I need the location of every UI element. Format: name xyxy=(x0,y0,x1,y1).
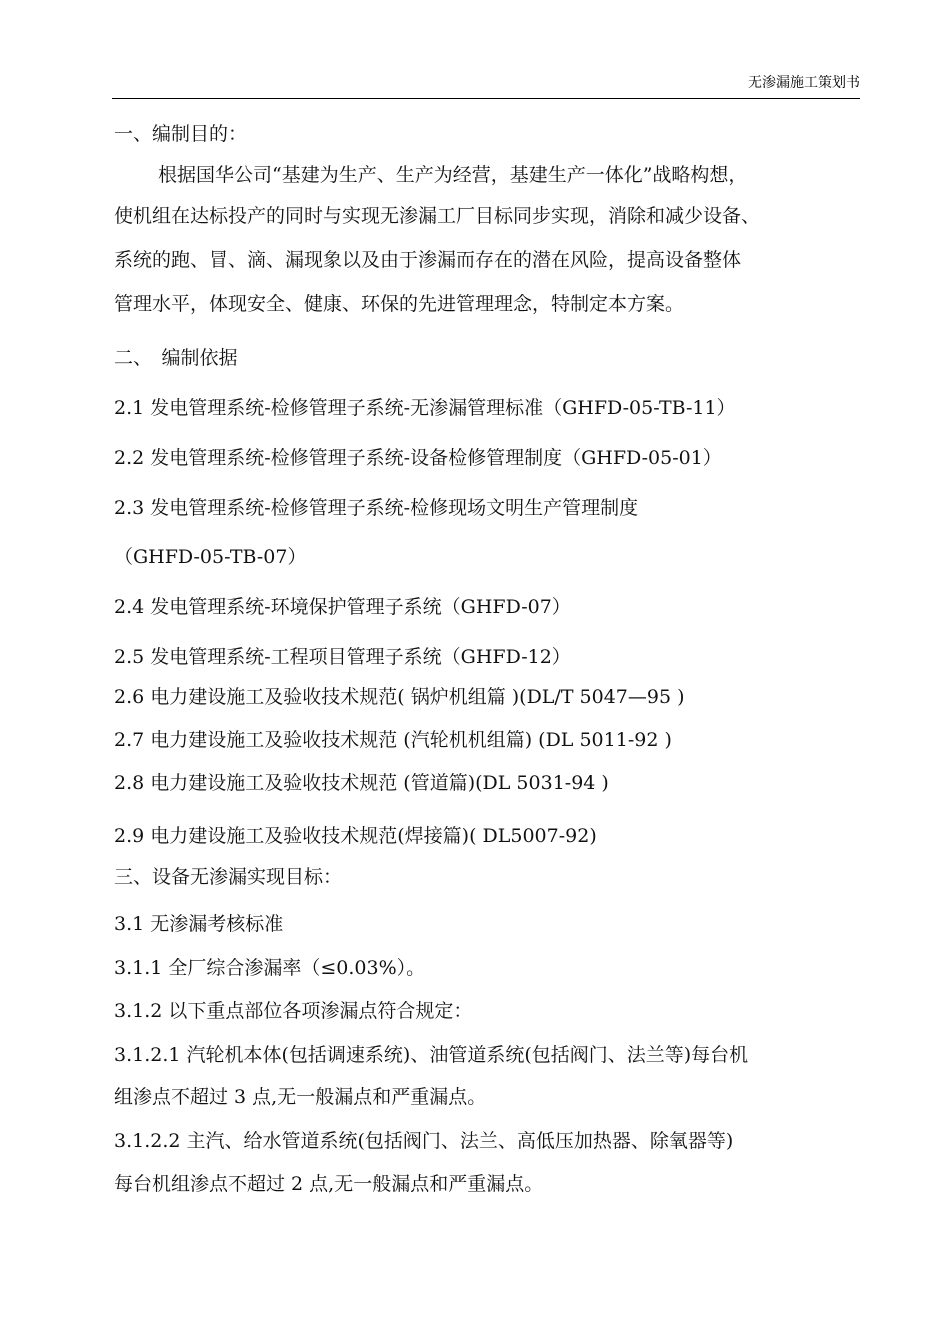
paragraph-line: 使机组在达标投产的同时与实现无渗漏工厂目标同步实现，消除和减少设备、 xyxy=(114,205,761,227)
reference-item: 2.4 发电管理系统-环境保护管理子系统（GHFD-07） xyxy=(114,596,571,618)
reference-item: 2.5 发电管理系统-工程项目管理子系统（GHFD-12） xyxy=(114,646,571,668)
reference-item: 2.7 电力建设施工及验收技术规范 (汽轮机机组篇) (DL 5011-92 ) xyxy=(114,729,672,751)
criteria-item-continuation: 组渗点不超过 3 点,无一般漏点和严重漏点。 xyxy=(114,1086,487,1108)
paragraph-line: 根据国华公司“基建为生产、生产为经营，基建生产一体化”战略构想， xyxy=(158,164,748,186)
reference-item: 2.1 发电管理系统-检修管理子系统-无渗漏管理标准（GHFD-05-TB-11） xyxy=(114,397,736,419)
subsection-heading: 3.1 无渗漏考核标准 xyxy=(114,913,284,935)
reference-item: 2.9 电力建设施工及验收技术规范(焊接篇)( DL5007-92) xyxy=(114,825,597,847)
criteria-item: 3.1.1 全厂综合渗漏率（≤0.03%）。 xyxy=(114,957,426,979)
reference-item: 2.2 发电管理系统-检修管理子系统-设备检修管理制度（GHFD-05-01） xyxy=(114,447,722,469)
section-3-heading: 三、设备无渗漏实现目标： xyxy=(114,866,343,888)
header-title: 无渗漏施工策划书 xyxy=(748,75,860,91)
page-header xyxy=(112,66,860,99)
paragraph-line: 系统的跑、冒、滴、漏现象以及由于渗漏而存在的潜在风险，提高设备整体 xyxy=(114,249,742,271)
reference-item: 2.6 电力建设施工及验收技术规范( 锅炉机组篇 )(DL/T 5047—95 ) xyxy=(114,686,685,708)
reference-item: 2.3 发电管理系统-检修管理子系统-检修现场文明生产管理制度 xyxy=(114,497,639,519)
criteria-item: 3.1.2.1 汽轮机本体(包括调速系统)、油管道系统(包括阀门、法兰等)每台机 xyxy=(114,1044,749,1066)
reference-item: 2.8 电力建设施工及验收技术规范 (管道篇)(DL 5031-94 ) xyxy=(114,772,609,794)
paragraph-line: 管理水平，体现安全、健康、环保的先进管理理念，特制定本方案。 xyxy=(114,293,685,315)
criteria-item: 3.1.2 以下重点部位各项渗漏点符合规定： xyxy=(114,1000,473,1022)
section-1-heading: 一、编制目的： xyxy=(114,123,248,145)
criteria-item: 3.1.2.2 主汽、给水管道系统(包括阀门、法兰、高低压加热器、除氧器等) xyxy=(114,1130,734,1152)
criteria-item-continuation: 每台机组渗点不超过 2 点,无一般漏点和严重漏点。 xyxy=(114,1173,544,1195)
reference-item-continuation: （GHFD-05-TB-07） xyxy=(114,546,307,568)
section-2-heading: 二、 编制依据 xyxy=(114,347,238,369)
